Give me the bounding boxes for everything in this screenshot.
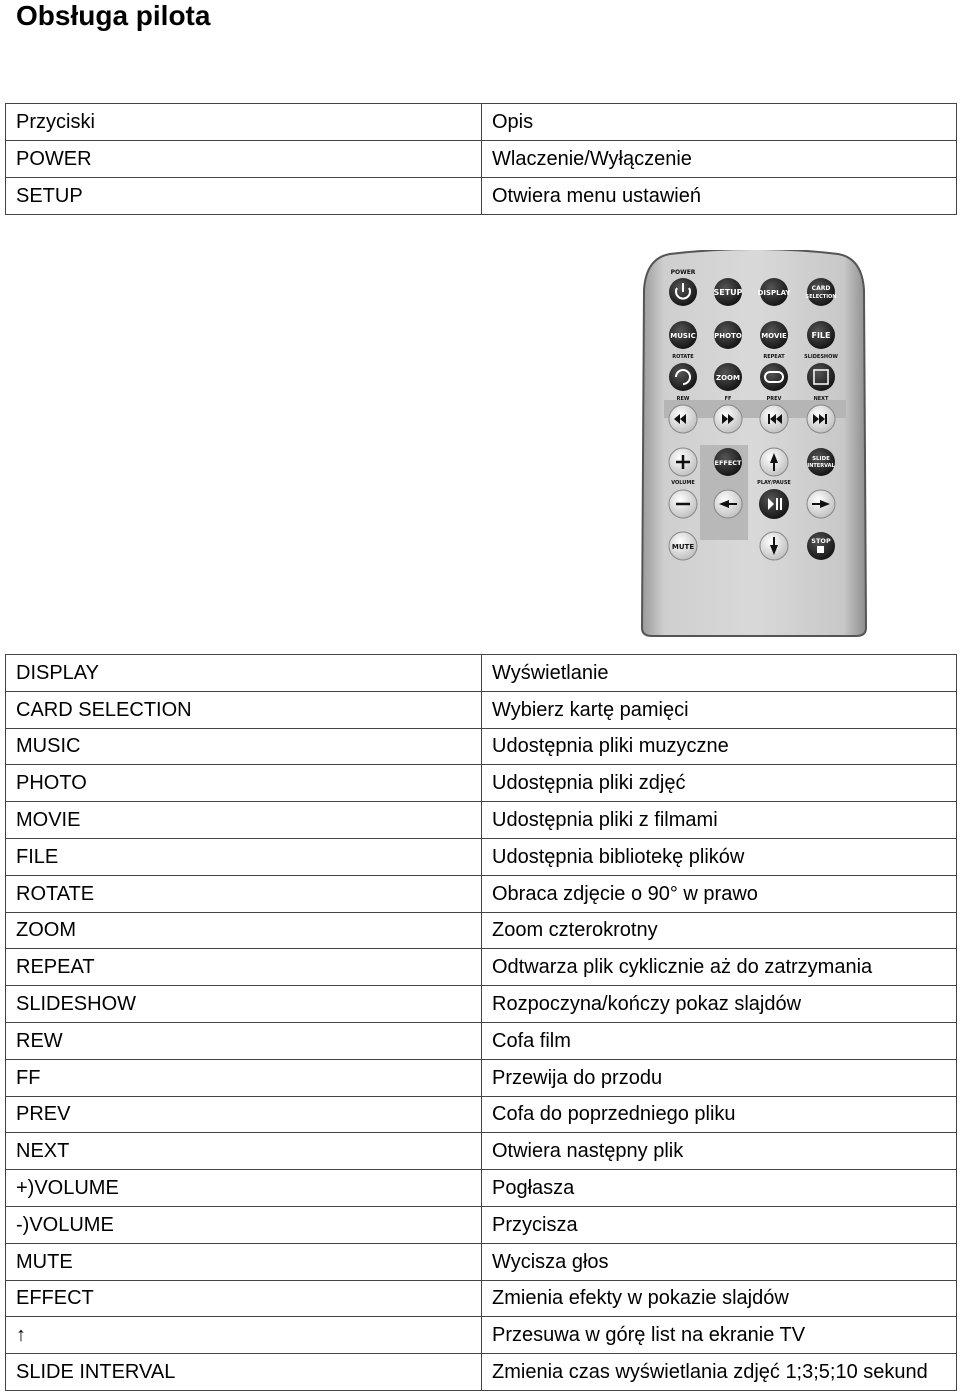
effect-label: EFFECT [714, 459, 742, 467]
selection-label: SELECTION [805, 294, 837, 300]
rotate-label: ROTATE [672, 354, 694, 360]
button-name-cell: MUTE [6, 1243, 482, 1280]
table-row [6, 1243, 957, 1280]
button-description-cell: Wyświetlanie [482, 655, 957, 692]
button-name-cell: CARD SELECTION [6, 691, 482, 728]
slide-interval-button[interactable] [807, 448, 835, 476]
prev-label: PREV [766, 396, 782, 402]
button-description-cell: Udostępnia pliki z filmami [482, 802, 957, 839]
button-name-cell: NEXT [6, 1133, 482, 1170]
repeat-label: REPEAT [763, 354, 785, 360]
table-row [6, 1096, 957, 1133]
button-name-cell: SETUP [6, 178, 482, 215]
button-description-cell: Obraca zdjęcie o 90° w prawo [482, 875, 957, 912]
movie-label: MOVIE [761, 332, 787, 340]
setup-label: SETUP [713, 288, 743, 297]
table-body [6, 655, 957, 1391]
table-row [6, 838, 957, 875]
rotate-button[interactable] [669, 363, 697, 391]
buttons-table-top [5, 103, 957, 215]
button-name-cell: ZOOM [6, 912, 482, 949]
button-description-cell: Otwiera menu ustawień [482, 178, 957, 215]
slide-label: SLIDE [812, 456, 830, 462]
button-description-cell: Zoom czterokrotny [482, 912, 957, 949]
button-name-cell: PHOTO [6, 765, 482, 802]
power-label: POWER [670, 269, 696, 276]
table-row [6, 875, 957, 912]
table-row [6, 1280, 957, 1317]
card-selection-button[interactable] [807, 278, 835, 306]
button-description-cell: Rozpoczyna/kończy pokaz slajdów [482, 986, 957, 1023]
table-header-description: Opis [482, 104, 957, 141]
button-description-cell: Udostępnia pliki zdjęć [482, 765, 957, 802]
table-row [6, 141, 957, 178]
button-description-cell: Otwiera następny plik [482, 1133, 957, 1170]
button-name-cell: SLIDESHOW [6, 986, 482, 1023]
button-description-cell: Przycisza [482, 1206, 957, 1243]
button-name-cell: -)VOLUME [6, 1206, 482, 1243]
file-label: FILE [811, 331, 831, 340]
button-name-cell: ROTATE [6, 875, 482, 912]
table-row [6, 986, 957, 1023]
slideshow-button[interactable] [807, 363, 835, 391]
slideshow-label: SLIDESHOW [804, 354, 838, 360]
button-name-cell: DISPLAY [6, 655, 482, 692]
button-name-cell: SLIDE INTERVAL [6, 1354, 482, 1391]
table-row [6, 1317, 957, 1354]
next-label: NEXT [813, 396, 829, 402]
table-row [6, 178, 957, 215]
button-name-cell: ↑ [6, 1317, 482, 1354]
button-name-cell: MUSIC [6, 728, 482, 765]
button-name-cell: +)VOLUME [6, 1170, 482, 1207]
stop-icon [817, 546, 824, 553]
button-description-cell: Przesuwa w górę list na ekranie TV [482, 1317, 957, 1354]
remote-control-image [640, 250, 868, 638]
button-description-cell: Cofa do poprzedniego pliku [482, 1096, 957, 1133]
interval-label: INTERVAL [807, 463, 835, 469]
button-name-cell: REW [6, 1022, 482, 1059]
table-row [6, 104, 957, 141]
table-row [6, 765, 957, 802]
display-label: DISPLAY [757, 289, 791, 297]
table-row [6, 728, 957, 765]
photo-label: PHOTO [714, 332, 742, 340]
button-name-cell: EFFECT [6, 1280, 482, 1317]
button-description-cell: Cofa film [482, 1022, 957, 1059]
button-description-cell: Wybierz kartę pamięci [482, 691, 957, 728]
page-title: Obsługa pilota [16, 0, 211, 31]
button-description-cell: Wlaczenie/Wyłączenie [482, 141, 957, 178]
button-name-cell: POWER [6, 141, 482, 178]
play-pause-label: PLAY/PAUSE [757, 480, 791, 486]
button-name-cell: REPEAT [6, 949, 482, 986]
table-header-buttons: Przyciski [6, 104, 482, 141]
button-name-cell: PREV [6, 1096, 482, 1133]
button-description-cell: Udostępnia pliki muzyczne [482, 728, 957, 765]
table-row [6, 1059, 957, 1096]
remote-body [642, 250, 866, 636]
stop-label: STOP [811, 537, 831, 545]
button-name-cell: FILE [6, 838, 482, 875]
button-description-cell: Pogłasza [482, 1170, 957, 1207]
table-row [6, 1354, 957, 1391]
table-row [6, 691, 957, 728]
button-description-cell: Zmienia efekty w pokazie slajdów [482, 1280, 957, 1317]
button-description-cell: Zmienia czas wyświetlania zdjęć 1;3;5;10 sekund [482, 1354, 957, 1391]
button-description-cell: Przewija do przodu [482, 1059, 957, 1096]
table-row [6, 802, 957, 839]
buttons-table-bottom [5, 654, 957, 1391]
table-row [6, 1022, 957, 1059]
button-description-cell: Udostępnia bibliotekę plików [482, 838, 957, 875]
mute-label: MUTE [671, 543, 695, 551]
table-row [6, 912, 957, 949]
volume-label: VOLUME [671, 480, 695, 486]
rew-label: REW [676, 396, 690, 402]
button-name-cell: FF [6, 1059, 482, 1096]
table-row [6, 1170, 957, 1207]
card-label: CARD [811, 285, 831, 292]
zoom-label: ZOOM [716, 374, 740, 382]
button-description-cell: Wycisza głos [482, 1243, 957, 1280]
music-label: MUSIC [670, 332, 696, 340]
table-row [6, 949, 957, 986]
table-row [6, 1206, 957, 1243]
button-description-cell: Odtwarza plik cyklicznie aż do zatrzymania [482, 949, 957, 986]
ff-label: FF [724, 396, 732, 402]
button-name-cell: MOVIE [6, 802, 482, 839]
table-row [6, 1133, 957, 1170]
table-row [6, 655, 957, 692]
